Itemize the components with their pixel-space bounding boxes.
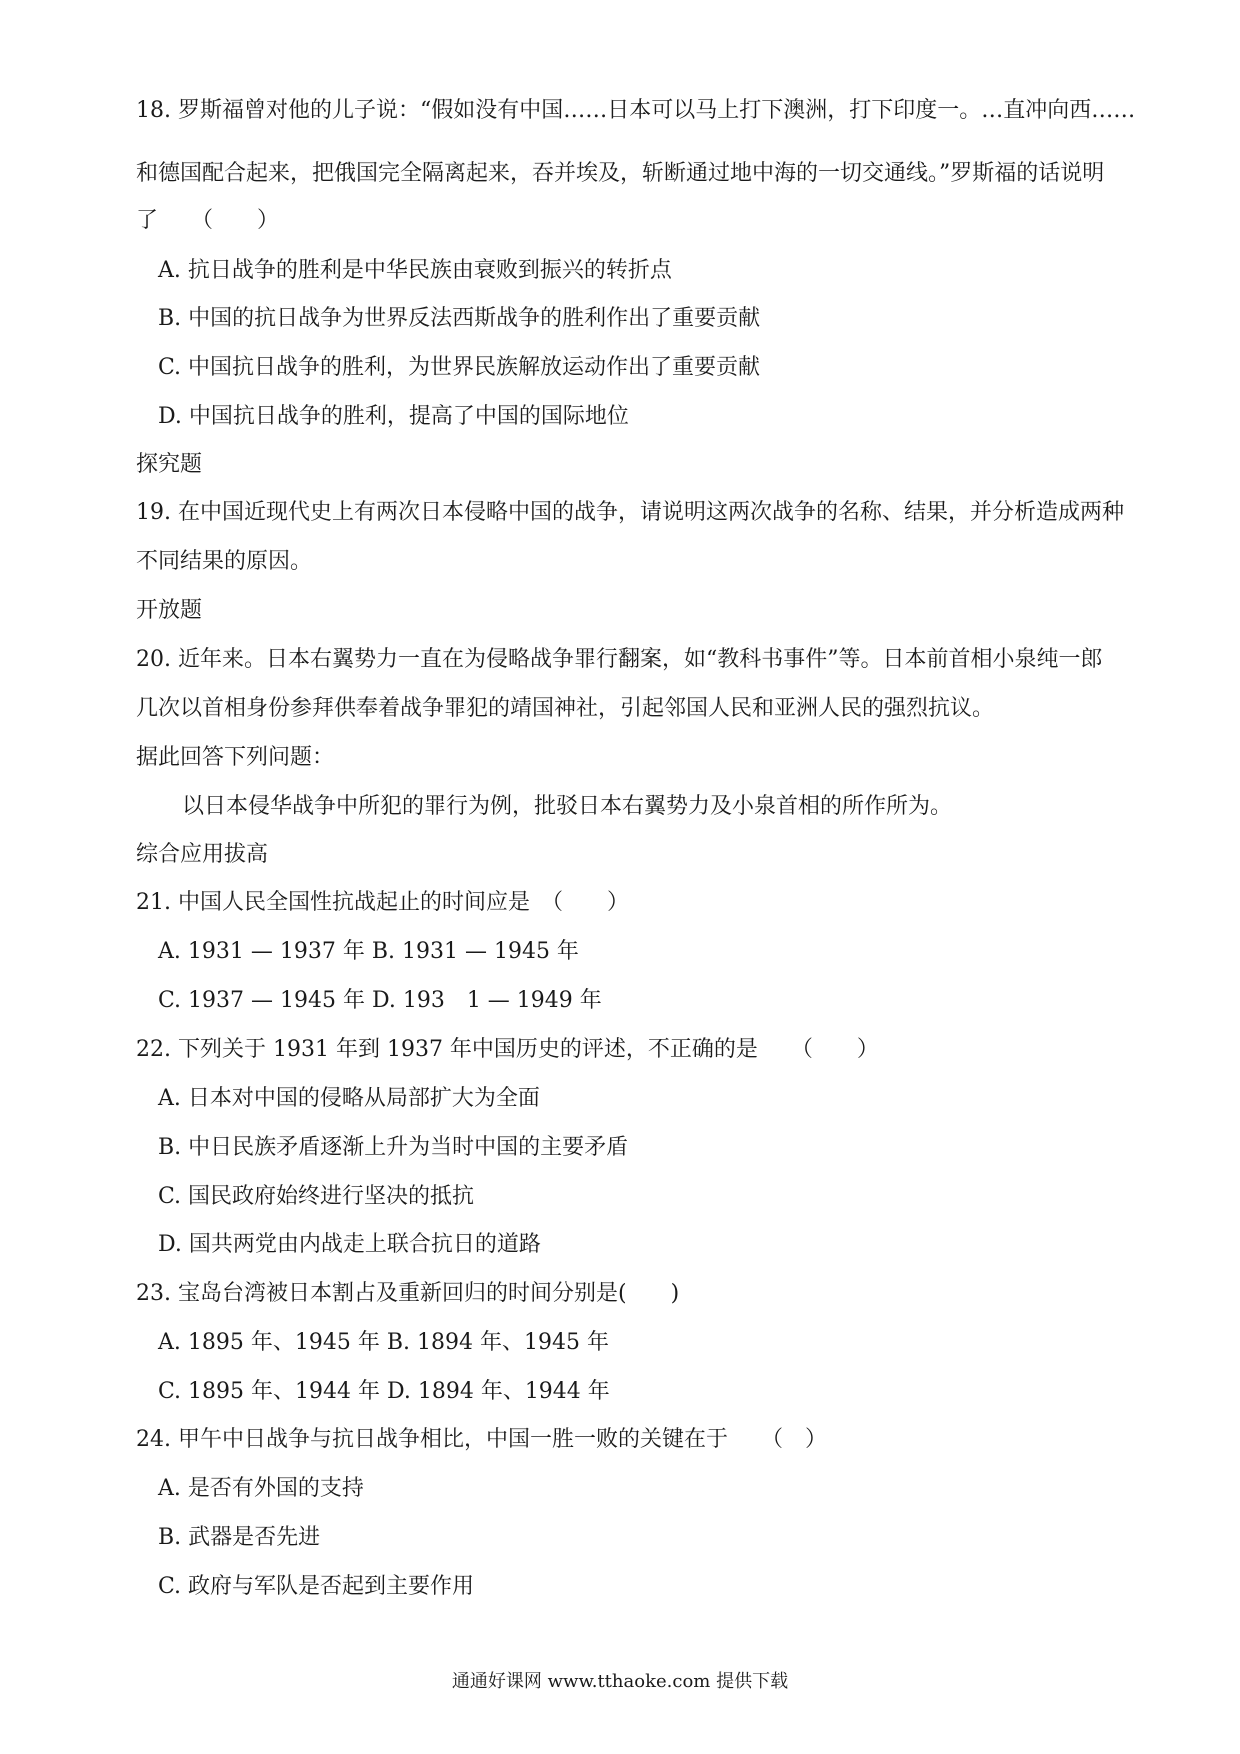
q18-option-b: B. 中国的抗日战争为世界反法西斯战争的胜利作出了重要贡献 [158,306,761,331]
q24-option-b: B. 武器是否先进 [158,1525,321,1550]
section-heading-apply: 综合应用拔高 [136,842,269,867]
q24-option-c: C. 政府与军队是否起到主要作用 [158,1574,475,1599]
q22-stem: 22. 下列关于 1931 年到 1937 年中国历史的评述，不正确的是 （ ） [136,1037,879,1062]
q22-option-d: D. 国共两党由内战走上联合抗日的道路 [158,1232,541,1257]
section-heading-open: 开放题 [136,598,203,623]
q23-option-cd: C. 1895 年、1944 年 D. 1894 年、1944 年 [158,1379,610,1404]
q21-option-ab: A. 1931 — 1937 年 B. 1931 — 1945 年 [158,939,579,964]
q20-line-4: 以日本侵华战争中所犯的罪行为例，批驳日本右翼势力及小泉首相的所作所为。 [182,794,953,819]
section-heading-explore: 探究题 [136,452,203,477]
q22-option-b: B. 中日民族矛盾逐渐上升为当时中国的主要矛盾 [158,1135,629,1160]
q23-stem: 23. 宝岛台湾被日本割占及重新回归的时间分别是( ) [136,1281,680,1306]
q18-line-3: 了 （ ） [136,208,280,233]
q19-line-1: 19. 在中国近现代史上有两次日本侵略中国的战争，请说明这两次战争的名称、结果，并分析造成两种 [136,500,1124,525]
q20-line-2: 几次以首相身份参拜供奉着战争罪犯的靖国神社，引起邻国人民和亚洲人民的强烈抗议。 [136,696,995,721]
q22-option-c: C. 国民政府始终进行坚决的抵抗 [158,1184,475,1209]
q24-option-a: A. 是否有外国的支持 [158,1476,364,1501]
q20-line-1: 20. 近年来。日本右翼势力一直在为侵略战争罪行翻案，如“教科书事件”等。日本前首相小泉纯一郎 [136,647,1103,672]
q24-stem: 24. 甲午中日战争与抗日战争相比，中国一胜一败的关键在于 （ ） [136,1427,827,1452]
q20-line-3: 据此回答下列问题： [136,745,335,770]
q23-option-ab: A. 1895 年、1945 年 B. 1894 年、1945 年 [158,1330,609,1355]
q19-line-2: 不同结果的原因。 [136,549,313,574]
q22-option-a: A. 日本对中国的侵略从局部扩大为全面 [158,1086,540,1111]
q18-option-c: C. 中国抗日战争的胜利，为世界民族解放运动作出了重要贡献 [158,355,761,380]
page-footer: 通通好课网 www.tthaoke.com 提供下载 [451,1671,789,1692]
q18-line-1: 18. 罗斯福曾对他的儿子说：“假如没有中国……日本可以马上打下澳洲，打下印度一。…直冲向西…… [136,98,1136,123]
q18-option-d: D. 中国抗日战争的胜利，提高了中国的国际地位 [158,404,629,429]
q21-stem: 21. 中国人民全国性抗战起止的时间应是 （ ） [136,890,629,915]
q18-line-2: 和德国配合起来，把俄国完全隔离起来，吞并埃及，斩断通过地中海的一切交通线。”罗斯福的话说明 [136,161,1105,186]
q21-option-cd: C. 1937 — 1945 年 D. 193 1 — 1949 年 [158,988,602,1013]
q18-option-a: A. 抗日战争的胜利是中华民族由衰败到振兴的转折点 [158,258,672,283]
